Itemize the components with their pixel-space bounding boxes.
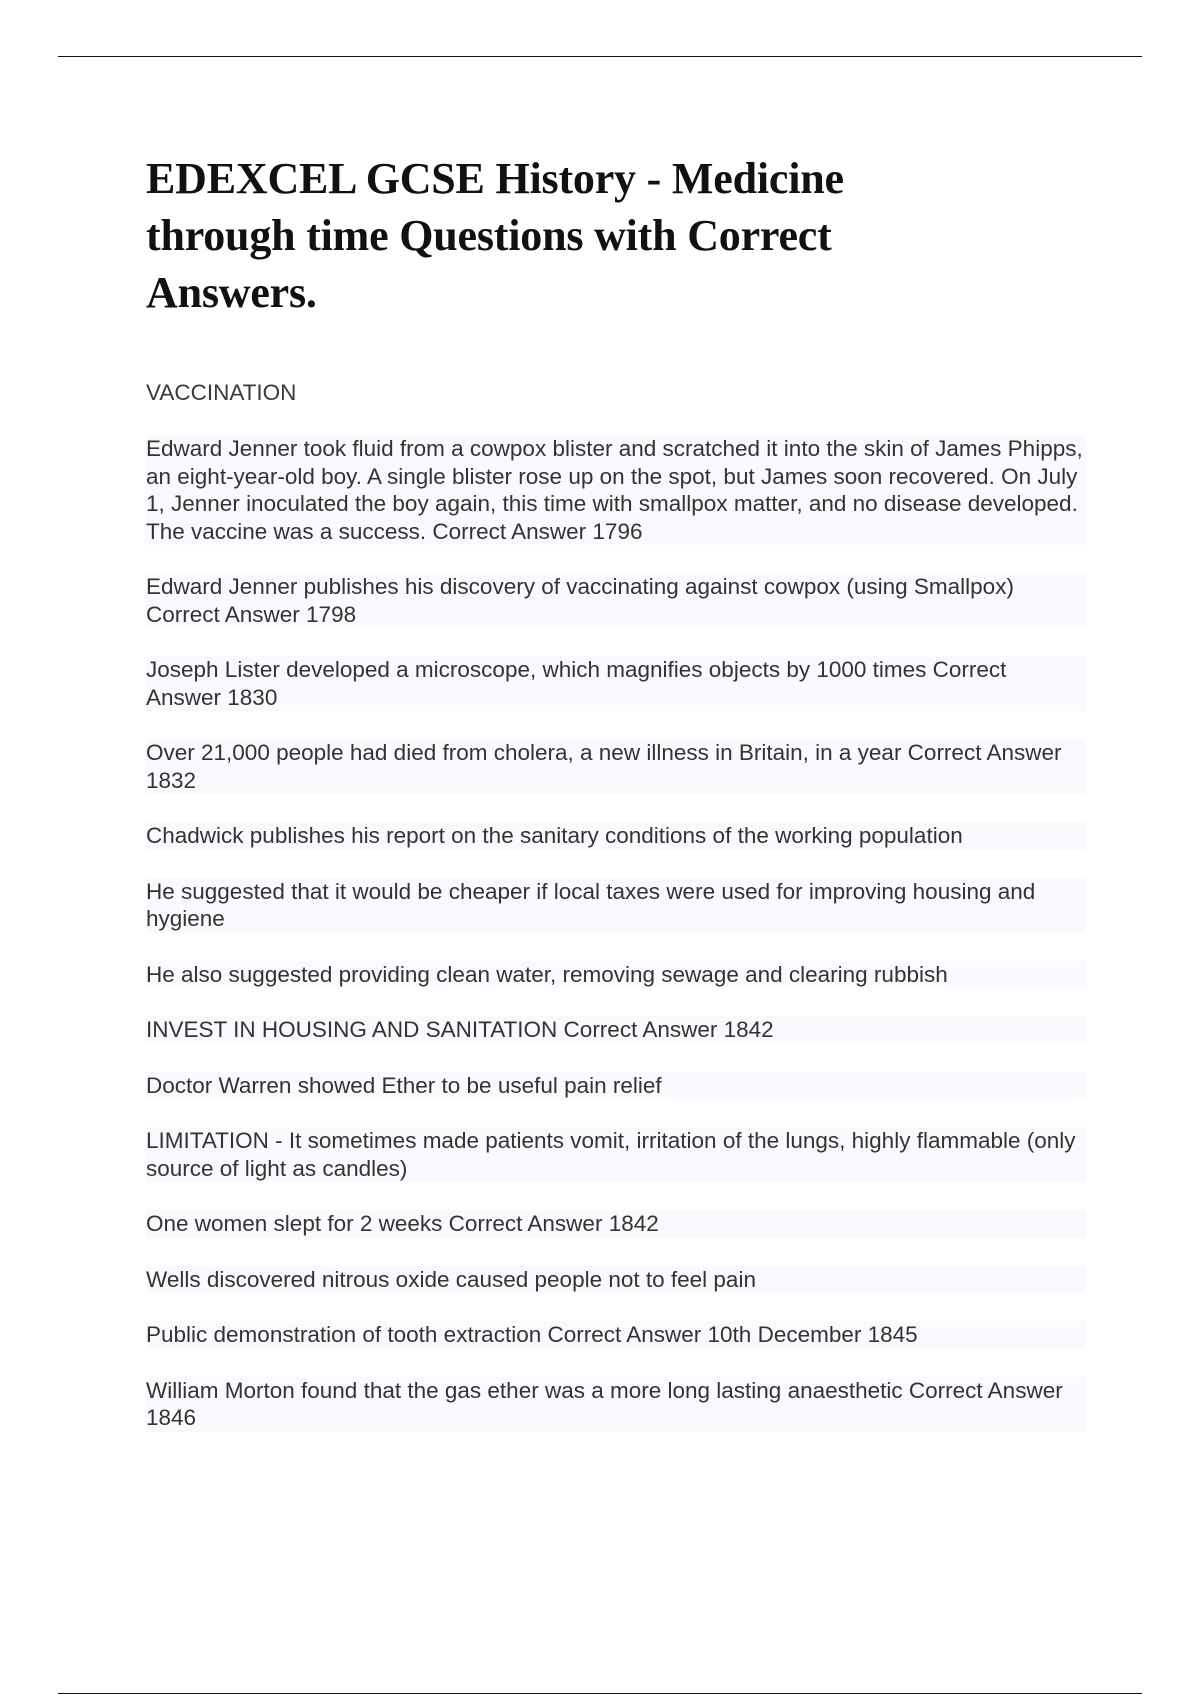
entry-lister-microscope: Joseph Lister developed a microscope, which magnifies objects by 1000 times Correct Answer 1830	[146, 656, 1086, 711]
entry-clean-water: He also suggested providing clean water, removing sewage and clearing rubbish	[146, 961, 1086, 989]
entry-warren-ether: Doctor Warren showed Ether to be useful pain relief	[146, 1072, 1086, 1100]
entry-wells-nitrous-oxide: Wells discovered nitrous oxide caused people not to feel pain	[146, 1266, 1086, 1294]
entry-list	[146, 435, 1086, 1432]
entry-invest-housing: INVEST IN HOUSING AND SANITATION Correct Answer 1842	[146, 1016, 1086, 1044]
top-rule	[58, 56, 1142, 57]
section-label: VACCINATION	[146, 380, 297, 405]
document-title: EDEXCEL GCSE History - Medicine through time Questions with Correct Answers.	[146, 154, 844, 317]
bottom-rule	[58, 1693, 1142, 1694]
entry-jenner-publishes: Edward Jenner publishes his discovery of vaccinating against cowpox (using Smallpox) Correct Answer 1798	[146, 573, 1086, 628]
entry-jenner-experiment: Edward Jenner took fluid from a cowpox blister and scratched it into the skin of James Phipps, an eight-year-old boy. A single blister rose up on the spot, but James soon recovered. On July 1, Jenner inoculated the boy again, this time with smallpox matter, and no disease developed. The vaccine was a success. Correct Answer 1796	[146, 435, 1086, 545]
document-page	[146, 150, 1086, 1460]
entry-chadwick-report: Chadwick publishes his report on the sanitary conditions of the working population	[146, 822, 1086, 850]
entry-ether-limitation: LIMITATION - It sometimes made patients vomit, irritation of the lungs, highly flammable (only source of light as candles)	[146, 1127, 1086, 1182]
entry-local-taxes: He suggested that it would be cheaper if local taxes were used for improving housing and hygiene	[146, 878, 1086, 933]
entry-cholera-deaths: Over 21,000 people had died from cholera, a new illness in Britain, in a year Correct Answer 1832	[146, 739, 1086, 794]
entry-morton-ether: William Morton found that the gas ether was a more long lasting anaesthetic Correct Answer 1846	[146, 1377, 1086, 1432]
entry-slept-two-weeks: One women slept for 2 weeks Correct Answer 1842	[146, 1210, 1086, 1238]
entry-tooth-extraction: Public demonstration of tooth extraction Correct Answer 10th December 1845	[146, 1321, 1086, 1349]
